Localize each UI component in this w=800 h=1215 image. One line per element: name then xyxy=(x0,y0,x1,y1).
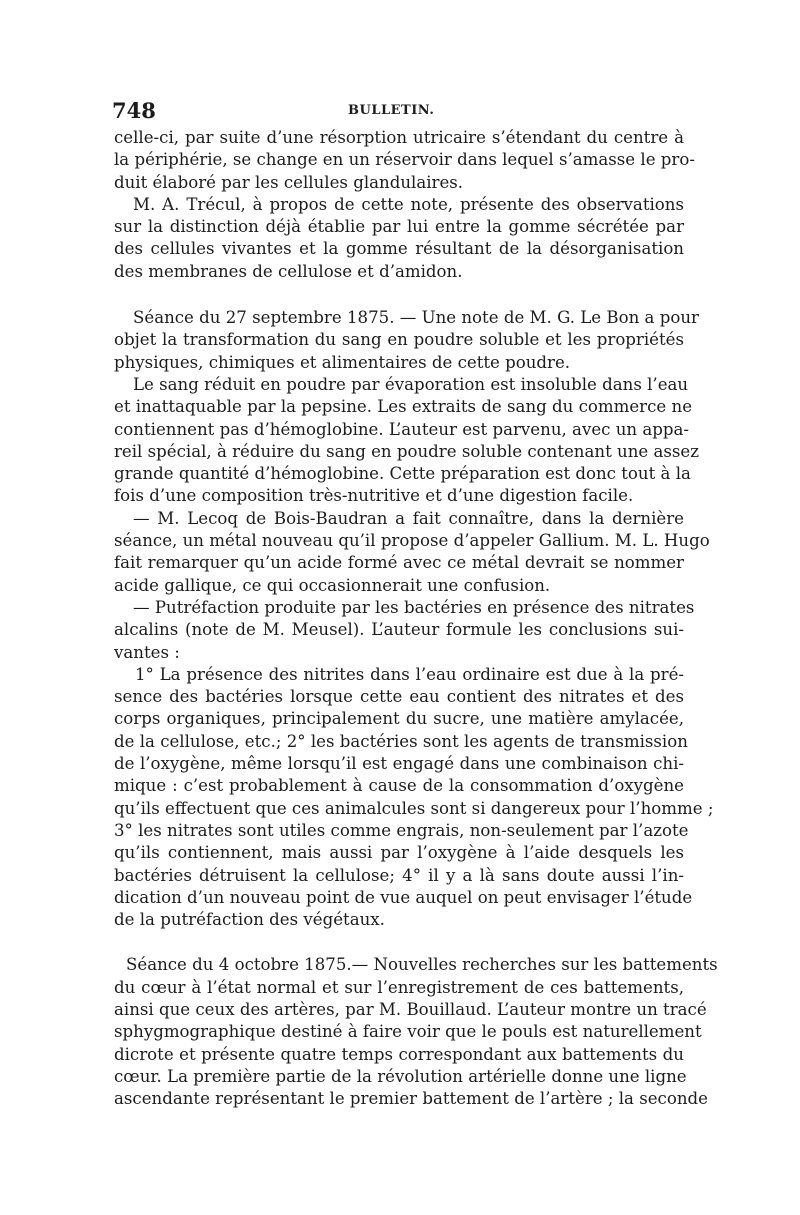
text-line: et inattaquable par la pepsine. Les extraits de sang du commerce ne xyxy=(114,397,693,417)
text-line: du cœur à l’état normal et sur l’enregistrement de ces battements, xyxy=(114,977,684,997)
text-line: sur la distinction déjà établie par lui entre la gomme sécrétée par xyxy=(114,217,684,237)
page-body xyxy=(114,127,718,1110)
text-line: de l’oxygène, même lorsqu’il est engagé dans une combinaison chi- xyxy=(114,754,684,774)
page-header xyxy=(112,98,684,126)
text-line: reil spécial, à réduire du sang en poudre soluble contenant une assez xyxy=(114,441,699,461)
text-line: alcalins (note de M. Meusel). L’auteur formule les conclusions sui- xyxy=(114,620,684,640)
text-line: qu’ils effectuent que ces animalcules sont si dangereux pour l’homme ; xyxy=(114,798,714,818)
text-line: sphygmographique destiné à faire voir que le pouls est naturellement xyxy=(114,1022,702,1042)
section-gap xyxy=(114,931,684,954)
text-line: celle-ci, par suite d’une résorption utricaire s’étendant du centre à xyxy=(114,128,684,147)
text-line: 1° La présence des nitrites dans l’eau ordinaire est due à la pré- xyxy=(135,664,684,684)
text-line: dication d’un nouveau point de vue auquel on peut envisager l’étude xyxy=(114,887,693,907)
text-line: Séance du 27 septembre 1875. — Une note de M. G. Le Bon a pour xyxy=(133,308,699,328)
text-line: objet la transformation du sang en poudre soluble et les propriétés xyxy=(114,330,684,350)
text-line: cœur. La première partie de la révolution artérielle donne une ligne xyxy=(114,1066,687,1086)
text-line: M. A. Trécul, à propos de cette note, présente des observations xyxy=(133,194,684,214)
text-line: 3° les nitrates sont utiles comme engrais, non-seulement par l’azote xyxy=(114,820,689,840)
text-line: Séance du 4 octobre 1875.— Nouvelles recherches sur les battements xyxy=(126,955,718,975)
text-line: physiques, chimiques et alimentaires de cette poudre. xyxy=(114,352,571,372)
text-line: ainsi que ceux des artères, par M. Bouillaud. L’auteur montre un tracé xyxy=(114,999,707,1019)
text-line: contiennent pas d’hémoglobine. L’auteur est parvenu, avec un appa- xyxy=(114,419,689,439)
text-line: de la cellulose, etc.; 2° les bactéries sont les agents de transmission xyxy=(114,731,688,751)
text-line: — Putréfaction produite par les bactéries en présence des nitrates xyxy=(133,597,695,617)
text-line: acide gallique, ce qui occasionnerait une confusion. xyxy=(114,575,551,595)
text-line: ascendante représentant le premier battement de l’artère ; la seconde xyxy=(114,1089,708,1109)
text-line: des cellules vivantes et la gomme résultant de la désorganisation xyxy=(114,239,684,259)
text-line: mique : c’est probablement à cause de la consommation d’oxygène xyxy=(114,776,684,796)
text-line: fait remarquer qu’un acide formé avec ce métal devrait se nommer xyxy=(114,553,684,573)
running-head: BULLETIN. xyxy=(348,103,435,118)
text-line: — M. Lecoq de Bois-Baudran a fait connaître, dans la dernière xyxy=(133,508,684,528)
text-line: grande quantité d’hémoglobine. Cette préparation est donc tout à la xyxy=(114,464,691,484)
text-line: dicrote et présente quatre temps correspondant aux battements du xyxy=(114,1044,684,1064)
text-line: Le sang réduit en poudre par évaporation est insoluble dans l’eau xyxy=(133,374,689,394)
text-line: duit élaboré par les cellules glandulaires. xyxy=(114,172,464,192)
text-line: qu’ils contiennent, mais aussi par l’oxygène à l’aide desquels les xyxy=(114,843,684,863)
text-line: la périphérie, se change en un réservoir dans lequel s’amasse le pro- xyxy=(114,150,695,170)
text-line: sence des bactéries lorsque cette eau contient des nitrates et des xyxy=(114,687,684,707)
text-line: bactéries détruisent la cellulose; 4° il y a là sans doute aussi l’in- xyxy=(114,865,684,885)
text-line: fois d’une composition très-nutritive et d’une digestion facile. xyxy=(114,486,634,506)
text-line: corps organiques, principalement du sucre, une matière amylacée, xyxy=(114,709,684,729)
text-line: de la putréfaction des végétaux. xyxy=(114,910,385,930)
text-line: vantes : xyxy=(114,642,180,662)
text-line: des membranes de cellulose et d’amidon. xyxy=(114,261,463,281)
text-line: séance, un métal nouveau qu’il propose d’appeler Gallium. M. L. Hugo xyxy=(114,531,710,551)
page-number: 748 xyxy=(112,98,156,123)
section-gap xyxy=(114,283,684,307)
